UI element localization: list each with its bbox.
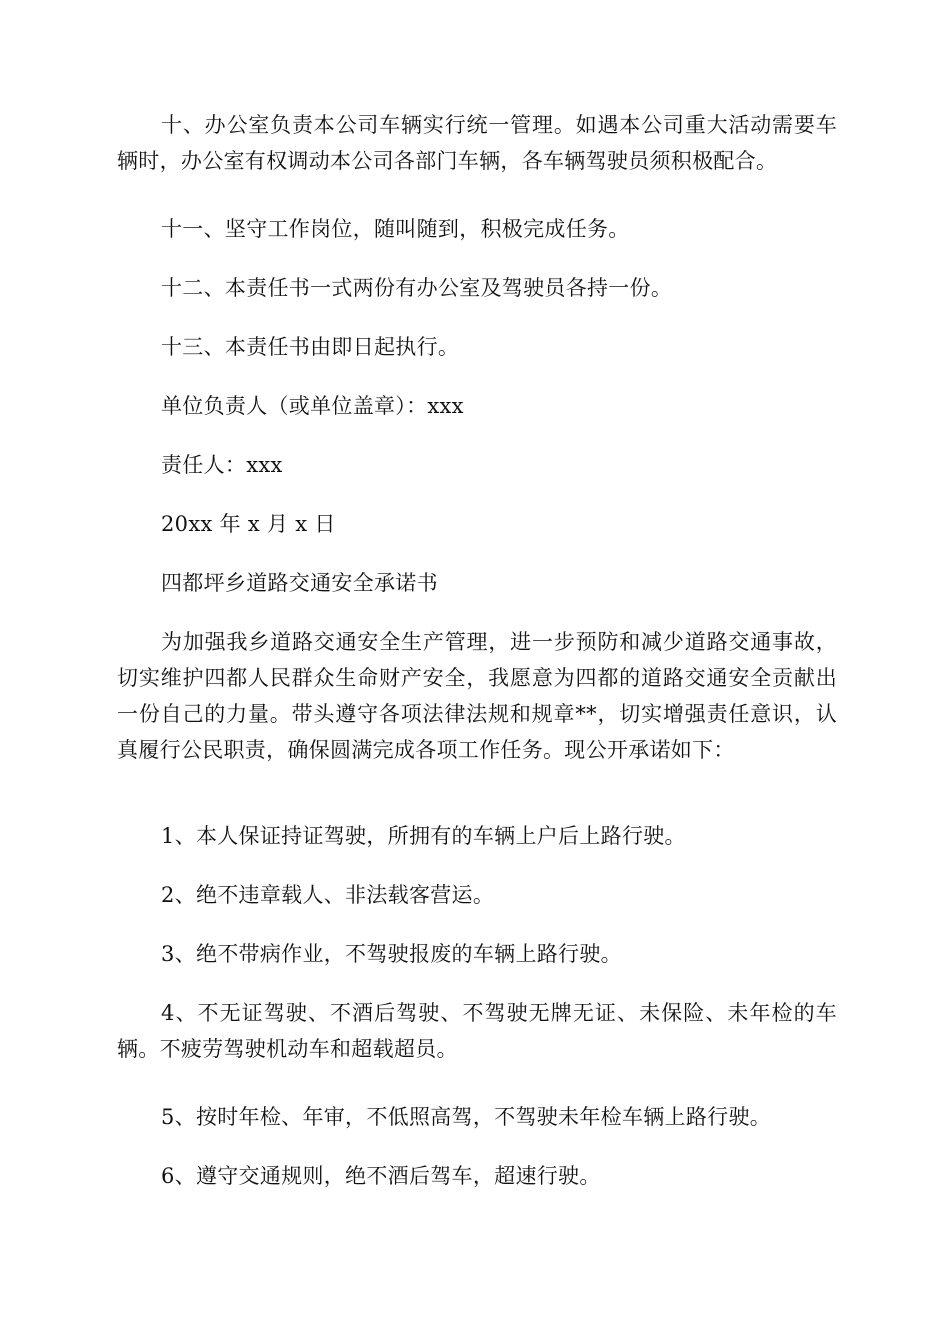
signature-responsible-person: 责任人：xxx xyxy=(161,453,283,477)
signature-date: 20xx 年 x 月 x 日 xyxy=(161,512,336,536)
pledge-item-6: 6、遵守交通规则，绝不酒后驾车，超速行驶。 xyxy=(161,1164,601,1188)
paragraph-item-11: 十一、坚守工作岗位，随叫随到，积极完成任务。 xyxy=(161,217,630,241)
pledge-item-5: 5、按时年检、年审，不低照高驾，不驾驶未年检车辆上路行驶。 xyxy=(161,1105,772,1129)
intro-paragraph: 为加强我乡道路交通安全生产管理，进一步预防和减少道路交通事故，切实维护四都人民群众生命财产安全，我愿意为四都的道路交通安全贡献出一份自己的力量。带头遵守各项法律法规和规章**，切实增强责任意识，认真履行公民职责，确保圆满完成各项工作任务。现公开承诺如下： xyxy=(117,630,837,762)
pledge-item-4: 4、不无证驾驶、不酒后驾驶、不驾驶无牌无证、未保险、未年检的车辆。不疲劳驾驶机动车和超载超员。 xyxy=(117,1001,837,1061)
pledge-item-3: 3、绝不带病作业，不驾驶报废的车辆上路行驶。 xyxy=(161,942,622,966)
section-title: 四都坪乡道路交通安全承诺书 xyxy=(161,571,438,595)
paragraph-item-10: 十、办公室负责本公司车辆实行统一管理。如遇本公司重大活动需要车辆时，办公室有权调动本公司各部门车辆，各车辆驾驶员须积极配合。 xyxy=(117,113,837,173)
pledge-item-2: 2、绝不违章载人、非法载客营运。 xyxy=(161,883,495,907)
paragraph-item-13: 十三、本责任书由即日起执行。 xyxy=(161,335,460,359)
paragraph-item-12: 十二、本责任书一式两份有办公室及驾驶员各持一份。 xyxy=(161,276,673,300)
pledge-item-1: 1、本人保证持证驾驶，所拥有的车辆上户后上路行驶。 xyxy=(161,824,686,848)
signature-unit-leader: 单位负责人（或单位盖章）：xxx xyxy=(161,394,464,418)
